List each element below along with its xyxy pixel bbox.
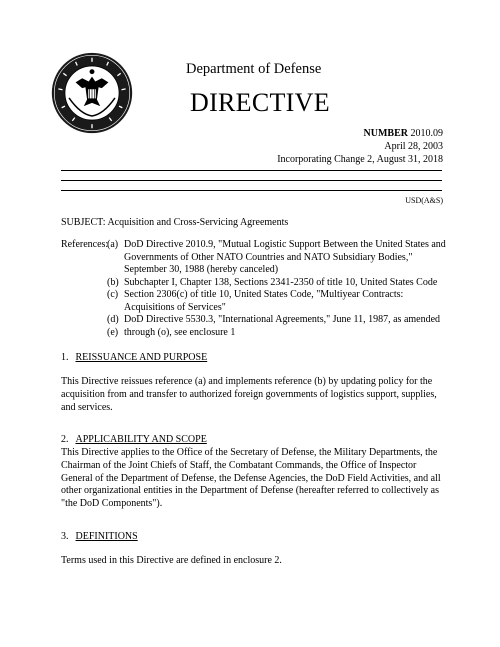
- divider-line: [61, 180, 442, 181]
- divider-line: [61, 170, 442, 171]
- subject-line: SUBJECT: Acquisition and Cross-Servicing Agreements: [61, 217, 289, 228]
- document-type: DIRECTIVE: [190, 88, 330, 117]
- references-label: References:: [61, 239, 109, 250]
- directive-number: 2010.09: [410, 128, 443, 139]
- agency-name: Department of Defense: [186, 61, 322, 77]
- section-body: This Directive reissues reference (a) and implements reference (b) by updating policy for the acquisition from and transfer to authorized foreign governments of logistics support, supplies, and services.: [61, 376, 437, 413]
- office-code: USD(A&S): [405, 196, 443, 205]
- references-list: [61, 239, 451, 339]
- document-metadata: [277, 127, 443, 166]
- reference-item: (b) Subchapter I, Chapter 138, Sections 2341-2350 of title 10, United States Code: [107, 276, 438, 288]
- section-heading: 3. DEFINITIONS: [61, 531, 138, 542]
- section-body: Terms used in this Directive are defined in enclosure 2.: [61, 555, 282, 566]
- reference-item: (d) DoD Directive 5530.3, "International Agreements," June 11, 1987, as amended: [107, 314, 441, 325]
- reference-item: References: (a) DoD Directive 2010.9, "Mutual Logistic Support Between the United States and Governments of Other NATO Countries and NATO Subsidiary Bodies," September 30, 1988 (hereby canceled): [61, 239, 446, 275]
- dod-seal-logo: [51, 52, 133, 134]
- issue-date: April 28, 2003: [384, 141, 443, 152]
- section-heading: 1. REISSUANCE AND PURPOSE: [61, 352, 208, 363]
- reference-item: (c) Section 2306(c) of title 10, United States Code, "Multiyear Contracts: Acquisitions of Services": [107, 289, 404, 313]
- number-label: NUMBER: [363, 128, 408, 139]
- reference-item: (e) through (o), see enclosure 1: [107, 326, 236, 338]
- change-notice: Incorporating Change 2, August 31, 2018: [277, 154, 443, 165]
- section-heading: 2. APPLICABILITY AND SCOPE: [61, 434, 207, 445]
- section-body: This Directive applies to the Office of the Secretary of Defense, the Military Departments, the Chairman of the Joint Chiefs of Staff, the Combatant Commands, the Office of Inspector General of the Department of Defense, the Defense Agencies, the DoD Field Activities, and all other organizational entities in the Department of Defense (hereafter referred to collectively as "the DoD Components").: [61, 447, 441, 510]
- divider-line: [61, 190, 442, 191]
